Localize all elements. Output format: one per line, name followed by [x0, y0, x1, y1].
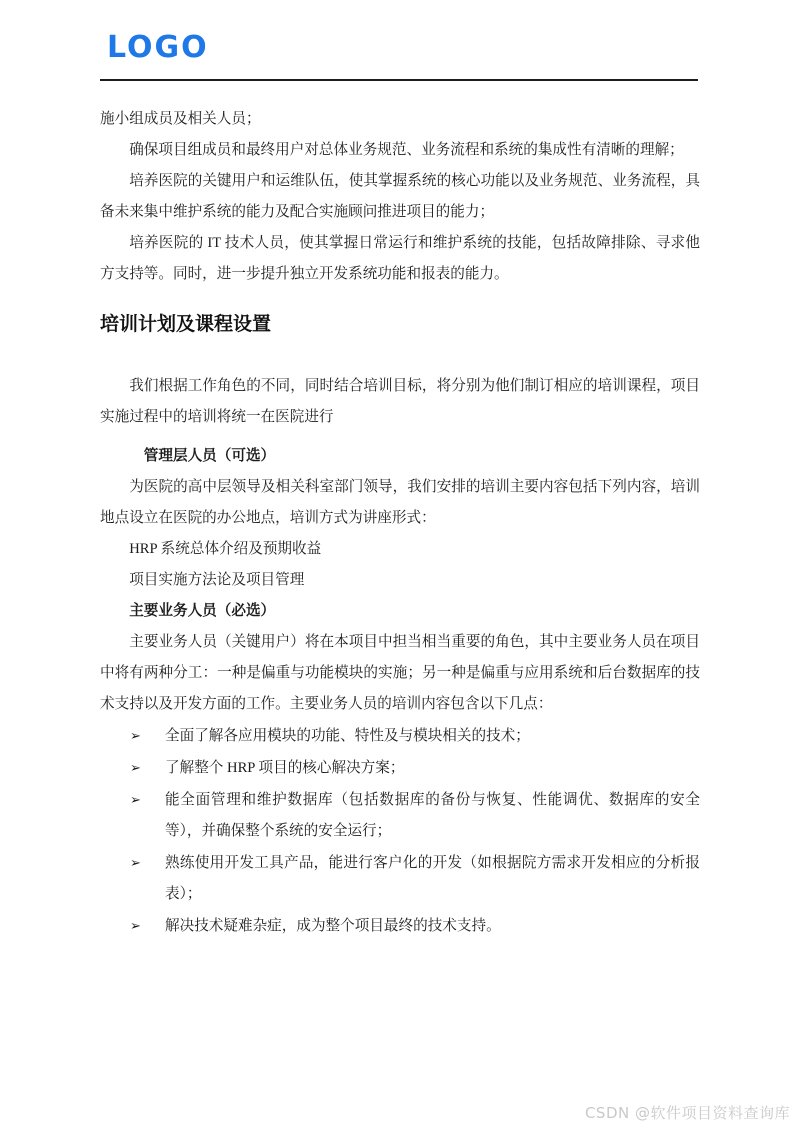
- paragraph: 培养医院的 IT 技术人员，使其掌握日常运行和维护系统的技能，包括故障排除、寻求他方支持等。同时，进一步提升独立开发系统功能和报表的能力。: [100, 235, 700, 282]
- arrow-bullet-icon: ➢: [130, 761, 141, 776]
- paragraph-continuation: 施小组成员及相关人员；: [100, 111, 261, 127]
- section-intro-paragraph: 我们根据工作角色的不同，同时结合培训目标，将分别为他们制订相应的培训课程，项目实施过程中的培训将统一在医院进行: [100, 378, 700, 425]
- arrow-bullet-icon: ➢: [130, 856, 141, 871]
- section-heading: 培训计划及课程设置: [100, 314, 272, 335]
- subsection-title-business: 主要业务人员（必选）: [129, 603, 276, 619]
- bullet-text: 能全面管理和维护数据库（包括数据库的备份与恢复、性能调优、数据库的安全等），并确保整个系统的安全运行；: [165, 792, 700, 839]
- arrow-bullet-icon: ➢: [130, 729, 141, 744]
- document-body: [100, 104, 700, 943]
- bullet-item: [100, 721, 700, 752]
- course-item: 项目实施方法论及项目管理: [129, 572, 305, 588]
- paragraph: 确保项目组成员和最终用户对总体业务规范、业务流程和系统的集成性有清晰的理解；: [129, 142, 684, 158]
- subsection-title-management: 管理层人员（可选）: [143, 448, 276, 464]
- paragraph: 为医院的高中层领导及相关科室部门领导，我们安排的培训主要内容包括下列内容，培训地点设立在医院的办公地点，培训方式为讲座形式：: [100, 479, 700, 526]
- paragraph: 培养医院的关键用户和运维队伍，使其掌握系统的核心功能以及业务规范、业务流程，具备未来集中维护系统的能力及配合实施顾问推进项目的能力；: [100, 173, 700, 220]
- bullet-item: [100, 785, 700, 847]
- bullet-text: 熟练使用开发工具产品，能进行客户化的开发（如根据院方需求开发相应的分析报表）；: [165, 855, 700, 902]
- company-logo: LOGO: [107, 30, 209, 65]
- bullet-item: [100, 753, 700, 784]
- paragraph: 主要业务人员（关键用户）将在本项目中担当相当重要的角色，其中主要业务人员在项目中将有两种分工：一种是偏重与功能模块的实施；另一种是偏重与应用系统和后台数据库的技术支持以及开发方面的工作。主要业务人员的培训内容包含以下几点：: [100, 634, 700, 712]
- course-item: HRP 系统总体介绍及预期收益: [129, 541, 322, 557]
- bullet-list: [100, 721, 700, 942]
- arrow-bullet-icon: ➢: [130, 919, 141, 934]
- arrow-bullet-icon: ➢: [130, 793, 141, 808]
- watermark: CSDN @软件项目资料查询库: [584, 1104, 790, 1122]
- header-divider: [100, 79, 698, 81]
- bullet-item: [100, 911, 700, 942]
- bullet-item: [100, 848, 700, 910]
- bullet-text: 解决技术疑难杂症，成为整个项目最终的技术支持。: [165, 918, 501, 934]
- bullet-text: 了解整个 HRP 项目的核心解决方案；: [165, 760, 405, 776]
- bullet-text: 全面了解各应用模块的功能、特性及与模块相关的技术；: [165, 728, 530, 744]
